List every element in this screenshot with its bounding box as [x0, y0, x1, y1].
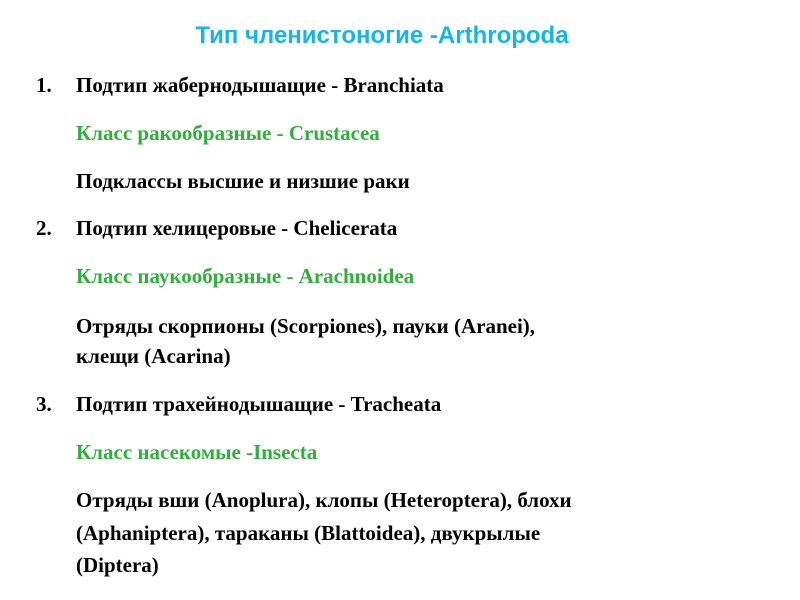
subtype-label: Подтип трахейнодышащие - Tracheata	[76, 392, 442, 416]
detail-text: клещи (Acarina)	[76, 344, 231, 368]
item-number: 3.	[36, 392, 52, 416]
detail-text: Отряды скорпионы (Scorpiones), пауки (Aranei),	[76, 314, 536, 338]
slide-title: Тип членистоногие -Arthropoda	[195, 22, 569, 49]
subtype-label: Подтип хелицеровые - Chelicerata	[76, 216, 398, 240]
subtype-label: Подтип жабернодышащие - Branchiata	[76, 73, 444, 97]
item-number: 2.	[36, 216, 52, 240]
class-label: Класс паукообразные - Arachnoidea	[76, 264, 415, 288]
detail-text: (Diptera)	[76, 553, 159, 577]
detail-text: Подклассы высшие и низшие раки	[76, 169, 410, 193]
class-label: Класс насекомые -Insecta	[76, 440, 318, 464]
class-label: Класс ракообразные - Crustacea	[76, 121, 380, 145]
detail-text: (Aphaniptera), тараканы (Blattoidea), двукрылые	[76, 521, 541, 545]
detail-text: Отряды вши (Anoplura), клопы (Heteroptera), блохи	[76, 488, 572, 512]
item-number: 1.	[36, 73, 52, 97]
